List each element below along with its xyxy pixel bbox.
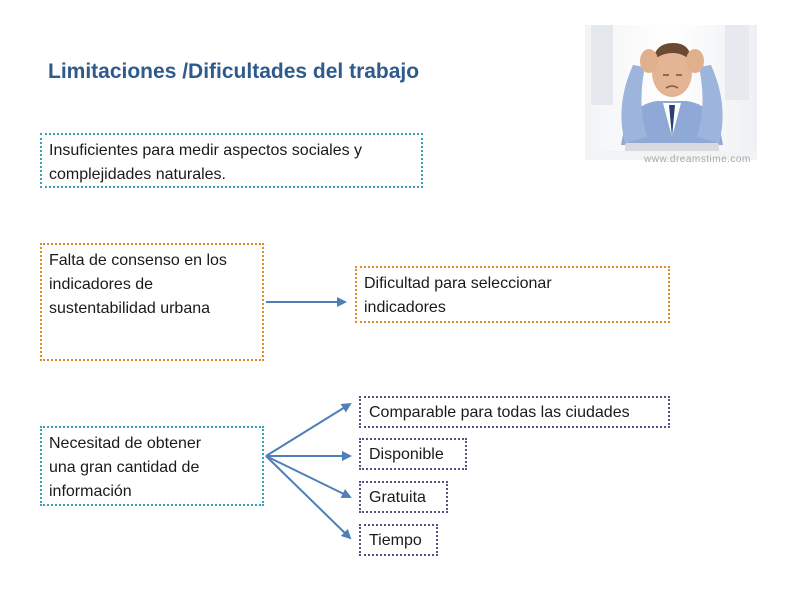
option-available-box: Disponible xyxy=(359,438,467,470)
option-time-box: Tiempo xyxy=(359,524,438,556)
box1-line1: Insuficientes para medir aspectos sociales y xyxy=(49,142,363,159)
box1-line2: complejidades naturales. xyxy=(49,166,226,183)
box2-line2: indicadores de xyxy=(49,276,154,293)
option-comparable-box: Comparable para todas las ciudades xyxy=(359,396,670,428)
box4-line2: una gran cantidad de xyxy=(49,459,200,476)
option-free-box: Gratuita xyxy=(359,481,448,513)
arrow-to-comparable xyxy=(266,404,350,456)
arrow-to-free xyxy=(266,456,350,497)
box4-line1: Necesitad de obtener xyxy=(49,435,202,452)
box4-line3: información xyxy=(49,483,132,500)
slide-title: Limitaciones /Dificultades del trabajo xyxy=(48,60,420,83)
box3-line2: indicadores xyxy=(364,299,446,316)
arrow-to-time xyxy=(266,456,350,538)
box2-line1: Falta de consenso en los xyxy=(49,252,227,269)
box3-line1: Dificultad para seleccionar xyxy=(364,275,552,292)
box2-line3: sustentabilidad urbana xyxy=(49,300,211,317)
watermark-text: www.dreamstime.com xyxy=(644,154,751,165)
